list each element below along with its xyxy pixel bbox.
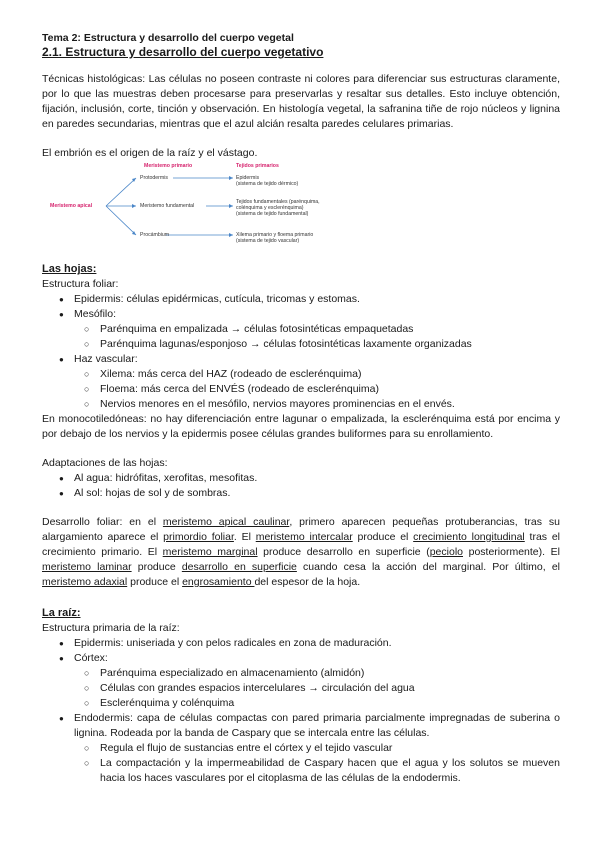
diagram-header-meristem: Meristemo primario [144,163,193,169]
text-run: . El [233,531,256,543]
diagram-protodermis: Protodermis [140,175,168,181]
hojas-list [42,292,560,412]
text-run: , primero aparecen pequeñas protuberancias, tras su alargamiento aparece el [42,516,560,543]
haz-list [74,367,560,412]
meristem-diagram [48,163,348,258]
diagram-epidermis-note: (sistema de tejido dérmico) [236,181,299,187]
diagram-root-label: Meristemo apical [50,203,93,209]
list-item: ● Epidermis: células epidérmicas, cutícula, tricomas y estomas. [42,292,560,307]
list-item: ○ Regula el flujo de sustancias entre el córtex y el tejido vascular [42,741,560,756]
term-meristemo-apical: meristemo apical caulinar [162,516,290,528]
raiz-estructura: Estructura primaria de la raíz: [42,622,180,634]
text-run: produce el [352,531,414,543]
term-meristemo-adaxial: meristemo adaxial [42,576,128,588]
text-run: produce [131,561,182,573]
list-item: ○ Parénquima especializado en almacenamiento (almidón) [42,666,560,681]
text-run: Desarrollo foliar: en el [42,516,163,528]
list-item [42,711,560,786]
diagram-tejidos-note2: (sistema de tejido fundamental) [236,211,309,217]
desarrollo-paragraph [42,515,560,590]
list-item [42,307,560,352]
list-item: ● Epidermis: uniseriada y con pelos radicales en zona de maduración. [42,636,560,651]
term-desarrollo-superficie: desarrollo en superficie [181,561,297,573]
diagram-tejidos [236,199,320,217]
diagram-fundamental: Meristemo fundamental [140,203,195,209]
term-meristemo-laminar: meristemo laminar [42,561,132,573]
topic-title: Tema 2: Estructura y desarrollo del cuerpo vegetal [42,32,294,44]
embrion-paragraph: El embrión es el origen de la raíz y el vástago. [42,147,258,159]
hojas-estructura: Estructura foliar: [42,278,119,290]
diagram-xilema-name: Xilema primario y floema primario [236,232,314,238]
raiz-heading: La raíz: [42,607,81,619]
term-crecimiento: crecimiento longitudinal [413,531,525,543]
diagram-tejidos-name: Tejidos fundamentales (parénquima, [236,199,320,205]
text-run: cuando cesa la acción del marginal. Por último, el [296,561,561,573]
term-primordio: primordio foliar [163,531,234,543]
text-run: produce desarrollo en superficie ( [257,546,430,558]
adaptaciones-label: Adaptaciones de las hojas: [42,457,168,469]
list-item: ○ Esclerénquima y colénquima [42,696,560,711]
list-item: ○ Floema: más cerca del ENVÉS (rodeado de esclerénquima) [42,382,560,397]
text-run: tras el crecimiento primario. El [42,531,560,558]
arrow-protodermis [106,178,136,206]
document-page [42,32,560,786]
term-peciolo: peciolo [429,546,463,558]
diagram-epidermis [236,175,298,187]
diagram-xilema-note: (sistema de tejido vascular) [236,238,300,244]
text-run: del espesor de la hoja. [254,576,361,588]
monocot-paragraph: En monocotiledóneas: no hay diferenciación entre lagunar o empalizada, la esclerénquima está por encima y por debajo de los nervios y la epidermis posee células grandes buliformes para su enrollamiento. [42,413,560,440]
raiz-list [42,636,560,786]
diagram-header-tissues: Tejidos primarios [236,163,279,169]
section-title: 2.1. Estructura y desarrollo del cuerpo vegetativo [42,45,324,59]
tecnicas-paragraph: Técnicas histológicas: Las células no poseen contraste ni colores para diferenciar sus estructuras claramente, por lo que las muestras deben procesarse para preservarlas y resaltar sus detalles. Esto incluye obtención, fijación, inclusión, corte, tinción y observación. En histología vegetal, la safranina tiñe de rojo núcleos y lignina en paredes secundarias, mientras que el azul alcián resalta paredes celulares primarias. [42,73,560,130]
mesofilo-list [74,322,560,352]
list-item [42,651,560,711]
diagram-xilema [236,232,313,244]
endodermis-list [74,741,560,786]
term-meristemo-intercalar: meristemo intercalar [255,531,353,543]
list-item: ○ Parénquima en empalizada → células fotosintéticas empaquetadas [42,322,560,337]
cortex-list [74,666,560,711]
term-engrosamiento: engrosamiento [182,576,255,588]
haz-label: Haz vascular: [74,353,138,365]
adaptaciones-list [42,471,560,501]
hojas-heading: Las hojas: [42,263,97,275]
diagram-epidermis-name: Epidermis [236,175,260,181]
list-item: ○ Nervios menores en el mesófilo, nervios mayores prominencias en el envés. [42,397,560,412]
list-item: ○ Xilema: más cerca del HAZ (rodeado de esclerénquima) [42,367,560,382]
list-item [42,352,560,412]
list-item: ● Al agua: hidrófitas, xerofitas, mesofitas. [42,471,560,486]
arrow-procambium [106,206,136,235]
list-item: ○ Parénquima lagunas/esponjoso → células fotosintéticas laxamente organizadas [42,337,560,352]
mesofilo-label: Mesófilo: [74,308,117,320]
diagram-procambium: Procámbium [140,232,170,238]
text-run: posteriormente). El [463,546,560,558]
text-run: produce el [127,576,183,588]
list-item: ○ La compactación y la impermeabilidad de Caspary hacen que el agua y los solutos se mueven hacia los haces vasculares por el citoplasma de las células de la endodermis. [42,756,560,786]
list-item: ● Al sol: hojas de sol y de sombras. [42,486,560,501]
cortex-label: Córtex: [74,652,108,664]
diagram-tejidos-note: colénquima y esclerénquima) [236,205,304,211]
term-meristemo-marginal: meristemo marginal [162,546,258,558]
list-item: ○ Células con grandes espacios intercelulares → circulación del agua [42,681,560,696]
endodermis-text: Endodermis: capa de células compactas con pared primaria parcialmente impregnadas de suberina o lignina. Rodeada por la banda de Caspary que se intercala entre las células. [74,712,560,739]
